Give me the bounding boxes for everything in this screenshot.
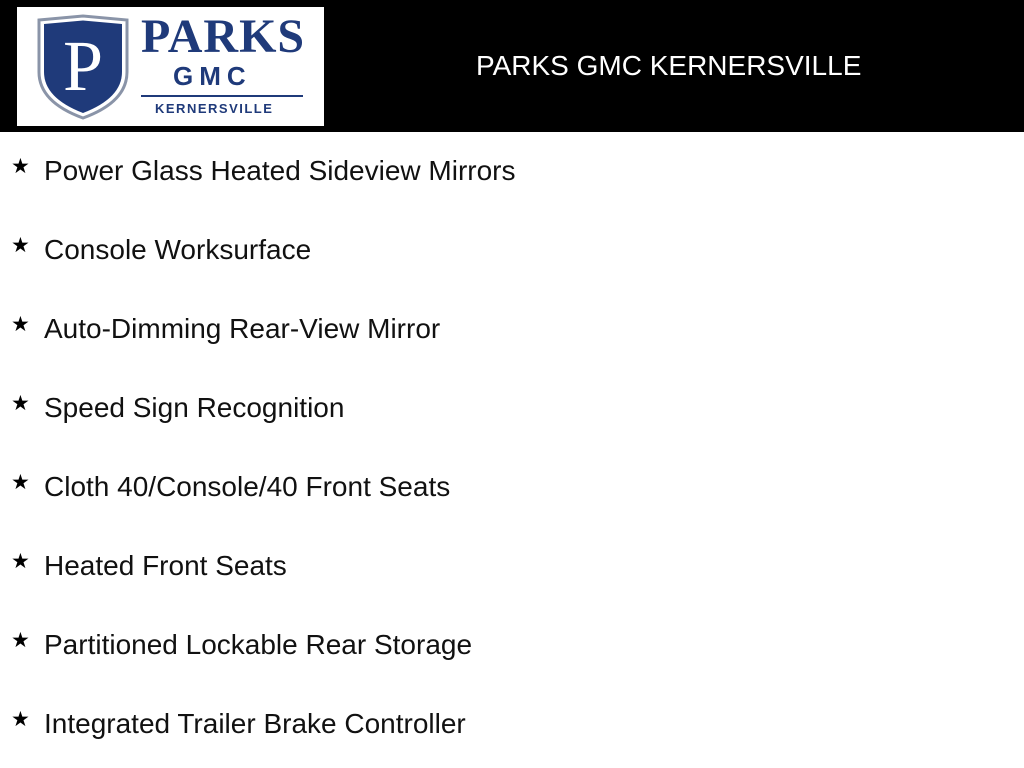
star-icon: ★ (11, 707, 30, 731)
list-item (0, 290, 1024, 369)
star-icon: ★ (11, 233, 30, 257)
list-item (0, 685, 1024, 764)
list-item (0, 132, 1024, 211)
logo-word-location: KERNERSVILLE (155, 101, 274, 116)
star-icon: ★ (11, 470, 30, 494)
header-bar (0, 0, 1024, 132)
star-icon: ★ (11, 312, 30, 336)
logo-initial: P (62, 26, 104, 106)
list-item (0, 606, 1024, 685)
feature-list (0, 132, 1024, 764)
feature-text: Speed Sign Recognition (44, 392, 345, 423)
star-icon: ★ (11, 391, 30, 415)
page-title: PARKS GMC KERNERSVILLE (476, 50, 862, 81)
shield-icon (36, 14, 130, 120)
star-icon: ★ (11, 154, 30, 178)
list-item (0, 448, 1024, 527)
feature-text: Auto-Dimming Rear-View Mirror (44, 313, 441, 344)
feature-text: Power Glass Heated Sideview Mirrors (44, 155, 516, 186)
feature-text: Heated Front Seats (44, 550, 287, 581)
star-icon: ★ (11, 628, 30, 652)
feature-text: Console Worksurface (44, 234, 312, 265)
list-item (0, 527, 1024, 606)
logo-divider (141, 95, 303, 97)
feature-text: Cloth 40/Console/40 Front Seats (44, 471, 451, 502)
logo-word-parks: PARKS (141, 10, 306, 63)
feature-text: Integrated Trailer Brake Controller (44, 708, 466, 739)
list-item (0, 369, 1024, 448)
list-item (0, 211, 1024, 290)
feature-text: Partitioned Lockable Rear Storage (44, 629, 473, 660)
star-icon: ★ (11, 549, 30, 573)
logo-word-gmc: GMC (173, 61, 252, 91)
dealer-logo (17, 7, 324, 126)
